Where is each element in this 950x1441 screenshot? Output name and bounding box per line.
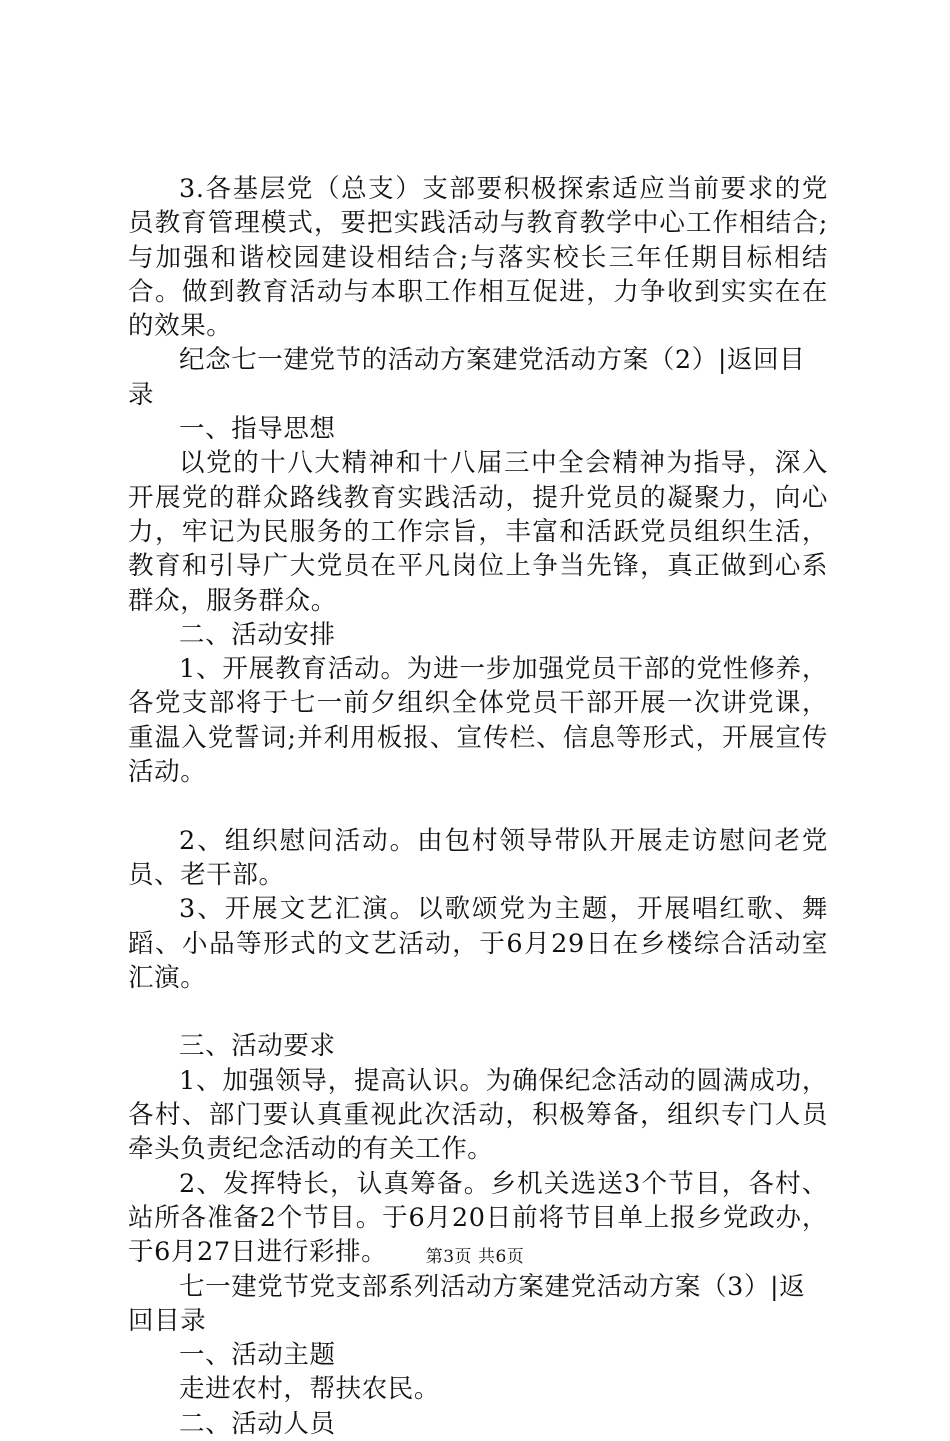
heading-activity-arrangement: 二、活动安排 (179, 619, 336, 650)
paragraph-education-activity: 1、开展教育活动。为进一步加强党员干部的党性修养，各党支部将于七一前夕组织全体党员干部开展一次讲党课，重温入党誓词;并利用板报、宣传栏、信息等形式，开展宣传活动。 (128, 654, 828, 788)
paragraph-guiding-ideology: 以党的十八大精神和十八届三中全会精神为指导，深入开展党的群众路线教育实践活动，提升党员的凝聚力，向心力，牢记为民服务的工作宗旨，丰富和活跃党员组织生活，教育和引导广大党员在平凡岗位上争当先锋，真正做到心系群众，服务群众。 (128, 448, 828, 616)
heading-activity-requirements: 三、活动要求 (179, 1031, 336, 1062)
paragraph-activity-theme: 走进农村，帮扶农民。 (179, 1374, 441, 1405)
paragraph-prepare-programs: 2、发挥特长，认真筹备。乡机关选送3个节目，各村、站所各准备2个节目。于6月20日前将节目单上报乡党政办，于6月27日进行彩排。 (128, 1168, 828, 1268)
heading-activity-personnel: 二、活动人员 (179, 1408, 336, 1439)
section-link-plan-3[interactable]: 七一建党节党支部系列活动方案建党活动方案（3）|返回目录 (128, 1271, 806, 1336)
heading-guiding-ideology: 一、指导思想 (179, 414, 336, 445)
section-link-plan-2[interactable]: 纪念七一建党节的活动方案建党活动方案（2）|返回目录 (128, 345, 806, 410)
blank-line (128, 789, 828, 823)
heading-activity-theme: 一、活动主题 (179, 1340, 336, 1371)
paragraph-art-performance: 3、开展文艺汇演。以歌颂党为主题，开展唱红歌、舞蹈、小品等形式的文艺活动，于6月29日在乡楼综合活动室汇演。 (128, 894, 828, 993)
paragraph-education-model: 3.各基层党（总支）支部要积极探索适应当前要求的党员教育管理模式，要把实践活动与教育教学中心工作相结合;与加强和谐校园建设相结合;与落实校长三年任期目标相结合。做到教育活动与本职工作相互促进，力争收到实实在在的效果。 (128, 174, 828, 342)
page-number-footer: 第3页 共6页 (425, 1247, 525, 1267)
paragraph-condolence-activity: 2、组织慰问活动。由包村领导带队开展走访慰问老党员、老干部。 (128, 825, 828, 890)
blank-line (128, 995, 828, 1029)
paragraph-strengthen-leadership: 1、加强领导，提高认识。为确保纪念活动的圆满成功，各村、部门要认真重视此次活动，积极筹备，组织专门人员牵头负责纪念活动的有关工作。 (128, 1065, 828, 1165)
